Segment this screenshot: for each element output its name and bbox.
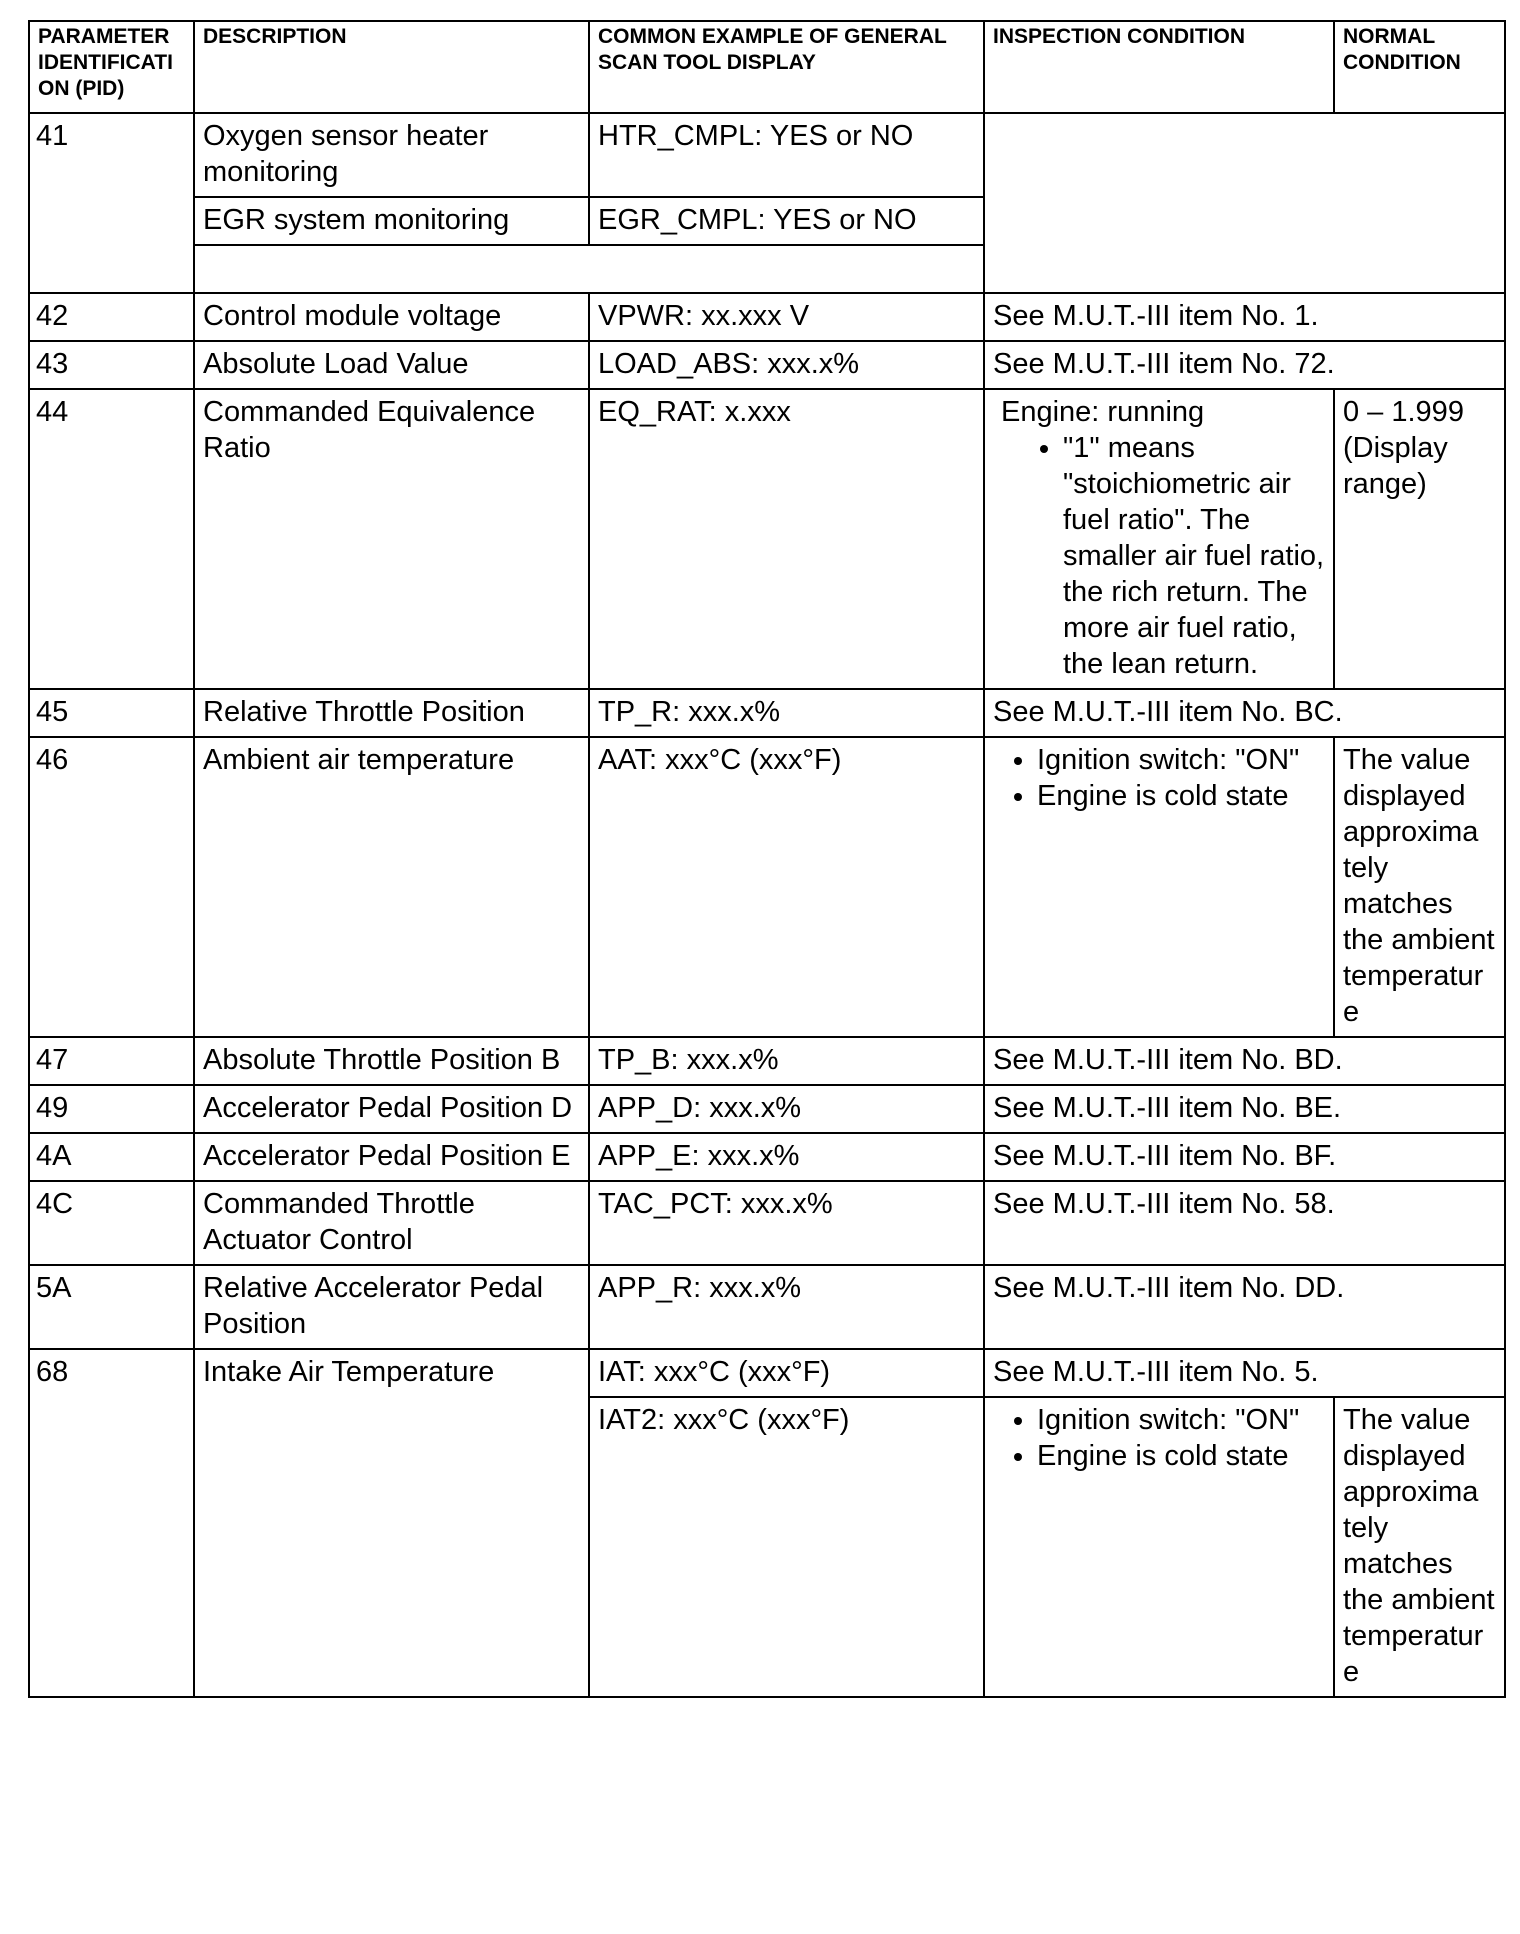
pid-cell: 42 (29, 293, 194, 341)
display-cell: HTR_CMPL: YES or NO (589, 113, 984, 197)
list-item: • Ignition switch: "ON" (1037, 742, 1325, 778)
inspection-cell (984, 737, 1334, 1037)
inspection-cell: See M.U.T.-III item No. BE. (984, 1085, 1505, 1133)
pid-cell: 41 (29, 113, 194, 293)
header-row (29, 21, 1505, 113)
table-row (29, 1181, 1505, 1265)
pid-cell: 44 (29, 389, 194, 689)
inspection-label: Engine: running (1001, 396, 1205, 428)
display-cell: TP_R: xxx.x% (589, 689, 984, 737)
inspection-cell: See M.U.T.-III item No. 58. (984, 1181, 1505, 1265)
table-row (29, 1349, 1505, 1397)
normal-cell: 0 – 1.999 (Display range) (1334, 389, 1505, 689)
pid-cell: 4A (29, 1133, 194, 1181)
pid-cell: 47 (29, 1037, 194, 1085)
inspection-cell: See M.U.T.-III item No. BD. (984, 1037, 1505, 1085)
display-cell: APP_D: xxx.x% (589, 1085, 984, 1133)
description-cell: Absolute Throttle Position B (194, 1037, 589, 1085)
display-cell: TAC_PCT: xxx.x% (589, 1181, 984, 1265)
display-cell: APP_E: xxx.x% (589, 1133, 984, 1181)
header-display: COMMON EXAMPLE OF GENERAL SCAN TOOL DISPLAY (589, 21, 984, 113)
empty-cell (194, 245, 984, 293)
normal-cell: The value displayed approxima tely matches the ambient temperatur e (1334, 1397, 1505, 1697)
inspection-list (993, 1402, 1325, 1474)
description-cell: Relative Accelerator Pedal Position (194, 1265, 589, 1349)
display-cell: TP_B: xxx.x% (589, 1037, 984, 1085)
pid-table-container (28, 20, 1504, 1698)
display-cell: AAT: xxx°C (xxx°F) (589, 737, 984, 1037)
display-cell: LOAD_ABS: xxx.x% (589, 341, 984, 389)
table-row (29, 1037, 1505, 1085)
inspection-cell: See M.U.T.-III item No. 72. (984, 341, 1505, 389)
description-cell: Intake Air Temperature (194, 1349, 589, 1697)
table-row (29, 737, 1505, 1037)
table-row (29, 293, 1505, 341)
inspection-list (993, 430, 1325, 682)
table-row (29, 689, 1505, 737)
inspection-list (993, 742, 1325, 814)
pid-cell: 46 (29, 737, 194, 1037)
pid-cell: 68 (29, 1349, 194, 1697)
table-row (29, 1133, 1505, 1181)
display-cell: EQ_RAT: x.xxx (589, 389, 984, 689)
description-cell: Commanded Equivalence Ratio (194, 389, 589, 689)
table-row (29, 341, 1505, 389)
table-row (29, 113, 1505, 197)
table-row (29, 389, 1505, 689)
pid-cell: 45 (29, 689, 194, 737)
list-item: • Ignition switch: "ON" (1037, 1402, 1325, 1438)
description-cell: Ambient air temperature (194, 737, 589, 1037)
inspection-cell: See M.U.T.-III item No. 5. (984, 1349, 1505, 1397)
header-pid: PARAMETER IDENTIFICATI ON (PID) (29, 21, 194, 113)
normal-cell: The value displayed approxima tely matches the ambient temperatur e (1334, 737, 1505, 1037)
display-cell: IAT2: xxx°C (xxx°F) (589, 1397, 984, 1697)
description-cell: Accelerator Pedal Position E (194, 1133, 589, 1181)
table-row (29, 1265, 1505, 1349)
inspection-cell: See M.U.T.-III item No. BC. (984, 689, 1505, 737)
inspection-cell: See M.U.T.-III item No. 1. (984, 293, 1505, 341)
pid-cell: 49 (29, 1085, 194, 1133)
list-item: • Engine is cold state (1037, 1438, 1325, 1474)
header-normal: NORMAL CONDITION (1334, 21, 1505, 113)
pid-cell: 5A (29, 1265, 194, 1349)
header-inspection: INSPECTION CONDITION (984, 21, 1334, 113)
display-cell: IAT: xxx°C (xxx°F) (589, 1349, 984, 1397)
pid-table (28, 20, 1506, 1698)
inspection-cell (984, 113, 1505, 293)
inspection-cell (984, 1397, 1334, 1697)
pid-cell: 43 (29, 341, 194, 389)
description-cell: Accelerator Pedal Position D (194, 1085, 589, 1133)
table-row (29, 1085, 1505, 1133)
inspection-cell: See M.U.T.-III item No. DD. (984, 1265, 1505, 1349)
display-cell: VPWR: xx.xxx V (589, 293, 984, 341)
description-cell: Oxygen sensor heater monitoring (194, 113, 589, 197)
description-cell: Commanded Throttle Actuator Control (194, 1181, 589, 1265)
description-cell: Control module voltage (194, 293, 589, 341)
description-cell: Absolute Load Value (194, 341, 589, 389)
description-cell: Relative Throttle Position (194, 689, 589, 737)
description-cell: EGR system monitoring (194, 197, 589, 245)
list-item: • Engine is cold state (1037, 778, 1325, 814)
display-cell: EGR_CMPL: YES or NO (589, 197, 984, 245)
list-item: • "1" means "stoichiometric air fuel ratio". The smaller air fuel ratio, the rich return. The more air fuel ratio, the lean return. (1063, 430, 1325, 682)
inspection-cell: See M.U.T.-III item No. BF. (984, 1133, 1505, 1181)
inspection-cell (984, 389, 1334, 689)
pid-cell: 4C (29, 1181, 194, 1265)
header-description: DESCRIPTION (194, 21, 589, 113)
display-cell: APP_R: xxx.x% (589, 1265, 984, 1349)
